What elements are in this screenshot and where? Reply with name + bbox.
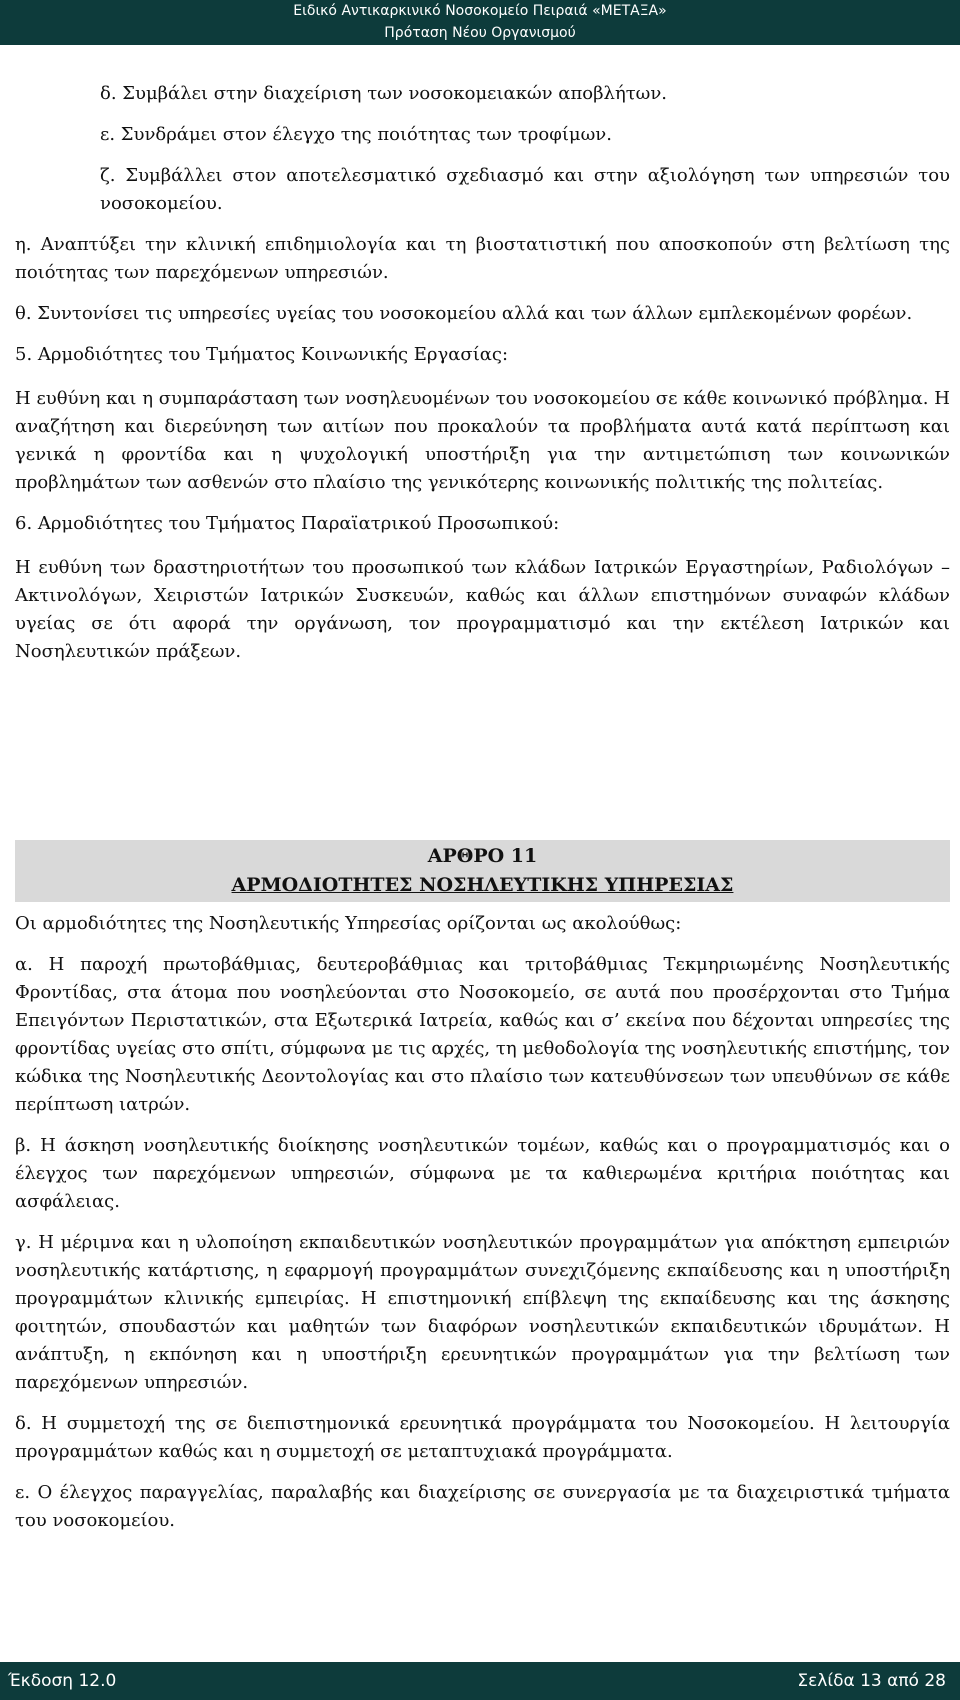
article-intro: Οι αρμοδιότητες της Νοσηλευτικής Υπηρεσίας ορίζονται ως ακολούθως: (15, 913, 682, 934)
section-5-heading: 5. Αρμοδιότητες του Τμήματος Κοινωνικής Εργασίας: (15, 344, 509, 365)
page-header (0, 0, 960, 45)
article-heading-box (15, 840, 950, 902)
list-item-i: η. Αναπτύξει την κλινική επιδημιολογία και τη βιοστατιστική που αποσκοπούν στη βελτίωση της ποιότητας των παρεχόμενων υπηρεσιών. (15, 234, 950, 283)
section-6-text: Η ευθύνη των δραστηριοτήτων του προσωπικού των κλάδων Ιατρικών Εργαστηρίων, Ραδιολόγων – Ακτινολόγων, Χειριστών Ιατρικών Συσκευών, καθώς και άλλων επιστημόνων συναφών κλάδων υγείας σε ότι αφορά την οργάνωση, τον προγραμματισμό και την εκτέλεση Ιατρικών και Νοσηλευτικών πράξεων. (15, 557, 950, 662)
article-item-g: γ. Η μέριμνα και η υλοποίηση εκπαιδευτικών νοσηλευτικών προγραμμάτων για απόκτηση εμπειριών νοσηλευτικής κατάρτισης, η εφαρμογή προγραμμάτων συνεχιζόμενης εκπαίδευσης και η υποστήριξη προγραμμάτων κλινικής εμπειρίας. Η επιστημονική επίβλεψη της εκπαίδευσης και της άσκησης φοιτητών, σπουδαστών και μαθητών των διαφόρων νοσηλευτικών εκπαιδευτικών ιδρυμάτων. Η ανάπτυξη, η εκπόνηση και η υποστήριξη ερευνητικών προγραμμάτων για την βελτίωση των παρεχόμενων υπηρεσιών. (15, 1232, 950, 1393)
page-footer (0, 1662, 960, 1700)
footer-version: Έκδοση 12.0 (8, 1671, 117, 1691)
section-top (15, 80, 950, 666)
section-5-text: Η ευθύνη και η συμπαράσταση των νοσηλευομένων του νοσοκομείου σε κάθε κοινωνικό πρόβλημα. Η αναζήτηση και διερεύνηση των αιτίων που προκαλούν τα προβλήματα αυτά κατά περίπτωση και γενικά η φροντίδα και η ψυχολογική υποστήριξη για την αντιμετώπιση των κοινωνικών προβλημάτων των ασθενών στο πλαίσιο της γενικότερης κοινωνικής πολιτικής της πολιτείας. (15, 388, 950, 493)
section-6-heading: 6. Αρμοδιότητες του Τμήματος Παραϊατρικού Προσωπικού: (15, 513, 560, 534)
header-organization: Ειδικό Αντικαρκινικό Νοσοκομείο Πειραιά «ΜΕΤΑΞΑ» (293, 3, 667, 19)
header-document-title: Πρόταση Νέου Οργανισμού (384, 25, 576, 41)
list-item-e: ε. Συνδράμει στον έλεγχο της ποιότητας των τροφίμων. (100, 124, 612, 145)
article-item-b: β. Η άσκηση νοσηλευτικής διοίκησης νοσηλευτικών τομέων, καθώς και ο προγραμματισμός και ο έλεγχος των παρεχόμενων υπηρεσιών, σύμφωνα με τα καθιερωμένα κριτήρια ποιότητας και ασφάλειας. (15, 1135, 950, 1212)
article-item-d: δ. Η συμμετοχή της σε διεπιστημονικά ερευνητικά προγράμματα του Νοσοκομείου. Η λειτουργία προγραμμάτων καθώς και η συμμετοχή σε μεταπτυχιακά προγράμματα. (15, 1413, 950, 1462)
footer-page-number: Σελίδα 13 από 28 (797, 1671, 946, 1691)
list-item-th: θ. Συντονίσει τις υπηρεσίες υγείας του νοσοκομείου αλλά και των άλλων εμπλεκομένων φορέων. (15, 303, 913, 324)
article-item-e: ε. Ο έλεγχος παραγγελίας, παραλαβής και διαχείρισης σε συνεργασία με τα διαχειριστικά τμήματα του νοσοκομείου. (15, 1482, 950, 1531)
list-item-z: ζ. Συμβάλλει στον αποτελεσματικό σχεδιασμό και στην αξιολόγηση των υπηρεσιών του νοσοκομείου. (100, 165, 950, 214)
article-heading (15, 840, 950, 902)
article-item-a: α. Η παροχή πρωτοβάθμιας, δευτεροβάθμιας και τριτοβάθμιας Τεκμηριωμένης Νοσηλευτικής Φροντίδας, στα άτομα που νοσηλεύονται στο Νοσοκομείο, σε αυτά που προσέρχονται στο Τμήμα Επειγόντων Περιστατικών, στα Εξωτερικά Ιατρεία, καθώς και σ’ εκείνα που δέχονται υπηρεσίες της φροντίδας υγείας στο σπίτι, σύμφωνα με τις αρχές, τη μεθοδολογία της νοσηλευτικής επιστήμης, τον κώδικα της Νοσηλευτικής Δεοντολογίας και στο πλαίσιο των κατευθύνσεων των υπευθύνων σε κάθε περίπτωση ιατρών. (15, 954, 950, 1115)
list-item-d: δ. Συμβάλει στην διαχείριση των νοσοκομειακών αποβλήτων. (100, 83, 668, 104)
article-number: ΑΡΘΡΟ 11 (427, 845, 538, 867)
article-title: ΑΡΜΟΔΙΟΤΗΤΕΣ ΝΟΣΗΛΕΥΤΙΚΗΣ ΥΠΗΡΕΣΙΑΣ (231, 874, 734, 896)
article-body (15, 910, 950, 1535)
